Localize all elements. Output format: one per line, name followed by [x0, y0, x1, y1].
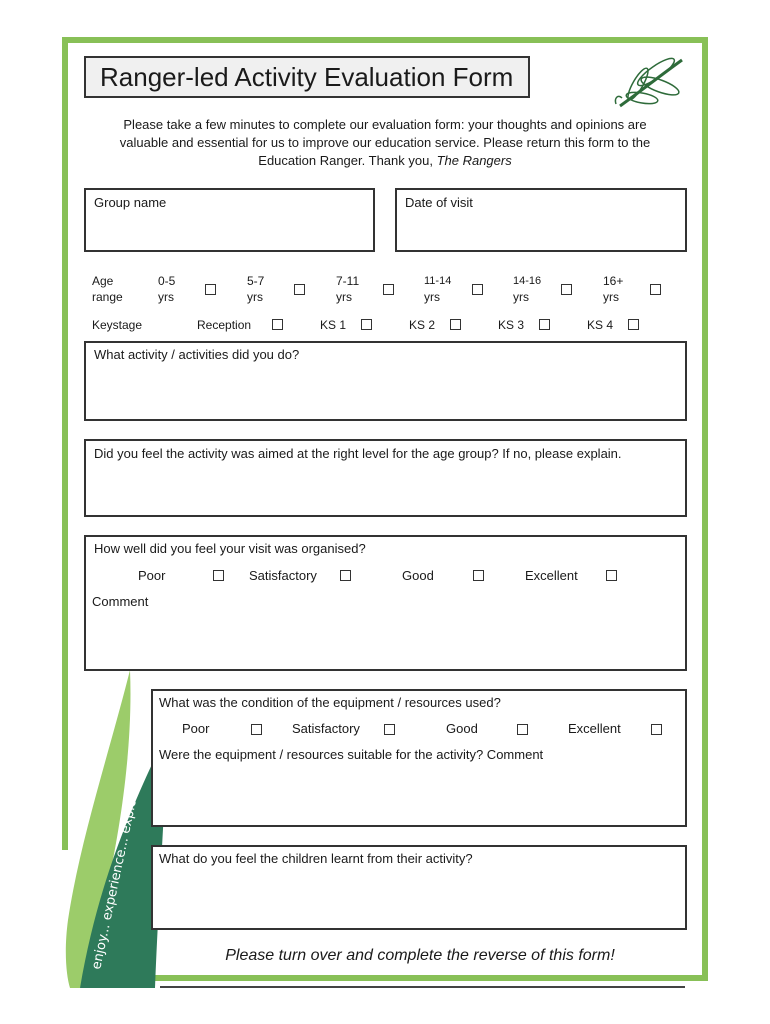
- level-question: Did you feel the activity was aimed at the right level for the age group? If no, please explain.: [94, 446, 622, 461]
- age-option-top: 0-5: [158, 274, 176, 288]
- turn-over-note: Please turn over and complete the reverse of this form!: [225, 947, 615, 964]
- equipment-rating-satisfactory-label: Satisfactory: [292, 721, 360, 736]
- age-5-7-checkbox[interactable]: [294, 284, 305, 295]
- keystage-reception-label: Reception: [197, 318, 252, 332]
- keystage-ks1-label: KS 1: [320, 318, 347, 332]
- rating-excellent-label: Excellent: [525, 568, 578, 583]
- activities-question: What activity / activities did you do?: [94, 347, 300, 362]
- keystage-label: Keystage: [92, 318, 143, 332]
- age-option-top: 14-16: [513, 275, 542, 287]
- age-11-14-checkbox[interactable]: [472, 284, 483, 295]
- age-option-bottom: yrs: [336, 290, 352, 304]
- learnt-field[interactable]: [151, 845, 687, 930]
- intro-line-3: [88, 152, 682, 170]
- organised-question: How well did you feel your visit was organised?: [94, 541, 366, 556]
- equipment-excellent-checkbox[interactable]: [651, 724, 662, 735]
- keystage-ks4-checkbox[interactable]: [628, 319, 639, 330]
- age-14-16-checkbox[interactable]: [561, 284, 572, 295]
- level-field[interactable]: [84, 439, 687, 517]
- equipment-poor-checkbox[interactable]: [251, 724, 262, 735]
- age-range-label: [92, 273, 123, 305]
- keystage-ks3-checkbox[interactable]: [539, 319, 550, 330]
- rating-good-label: Good: [402, 568, 434, 583]
- bottom-rule: [160, 986, 685, 988]
- leaf-slogan: enjoy... experience... explore...: [89, 772, 146, 971]
- organised-good-checkbox[interactable]: [473, 570, 484, 581]
- age-option-bottom: yrs: [603, 290, 619, 304]
- group-name-field[interactable]: [84, 188, 375, 252]
- intro-text: [88, 116, 682, 170]
- equipment-rating-poor-label: Poor: [182, 721, 210, 736]
- equipment-good-checkbox[interactable]: [517, 724, 528, 735]
- keystage-ks1-checkbox[interactable]: [361, 319, 372, 330]
- organised-poor-checkbox[interactable]: [213, 570, 224, 581]
- age-7-11-checkbox[interactable]: [383, 284, 394, 295]
- date-of-visit-label: Date of visit: [405, 195, 473, 210]
- age-option-0-5: [158, 273, 175, 305]
- rating-poor-label: Poor: [138, 568, 166, 583]
- keystage-reception-checkbox[interactable]: [272, 319, 283, 330]
- age-label-line2: range: [92, 290, 123, 304]
- age-option-bottom: yrs: [424, 290, 440, 304]
- age-option-7-11: [336, 273, 359, 305]
- equipment-condition-question: What was the condition of the equipment / resources used?: [159, 695, 501, 710]
- organised-satisfactory-checkbox[interactable]: [340, 570, 351, 581]
- equipment-satisfactory-checkbox[interactable]: [384, 724, 395, 735]
- age-option-bottom: yrs: [247, 290, 263, 304]
- organised-excellent-checkbox[interactable]: [606, 570, 617, 581]
- learnt-question: What do you feel the children learnt from their activity?: [159, 851, 473, 866]
- intro-line-2: valuable and essential for us to improve our education service. Please return this form to the: [119, 135, 651, 150]
- age-option-bottom: yrs: [513, 290, 529, 304]
- age-option-bottom: yrs: [158, 290, 174, 304]
- age-option-11-14: [424, 273, 451, 305]
- age-16-plus-checkbox[interactable]: [650, 284, 661, 295]
- age-label-line1: Age: [92, 274, 114, 288]
- date-of-visit-field[interactable]: [395, 188, 687, 252]
- age-0-5-checkbox[interactable]: [205, 284, 216, 295]
- equipment-suitable-question: Were the equipment / resources suitable for the activity? Comment: [159, 747, 544, 762]
- intro-line-1: Please take a few minutes to complete our evaluation form: your thoughts and opinions are: [123, 117, 647, 132]
- equipment-rating-excellent-label: Excellent: [568, 721, 621, 736]
- equipment-section: [151, 689, 687, 827]
- organised-comment-label: Comment: [92, 594, 149, 609]
- rating-satisfactory-label: Satisfactory: [249, 568, 317, 583]
- keystage-ks4-label: KS 4: [587, 318, 614, 332]
- keystage-ks3-label: KS 3: [498, 318, 525, 332]
- age-option-top: 11-14: [424, 275, 452, 287]
- intro-signoff: The Rangers: [436, 153, 512, 168]
- equipment-rating-good-label: Good: [446, 721, 478, 736]
- group-name-label: Group name: [94, 195, 167, 210]
- age-option-5-7: [247, 273, 264, 305]
- age-option-top: 16+: [603, 274, 624, 288]
- age-option-top: 5-7: [247, 274, 265, 288]
- dragonfly-icon: [612, 54, 692, 116]
- keystage-ks2-checkbox[interactable]: [450, 319, 461, 330]
- activities-field[interactable]: [84, 341, 687, 421]
- age-option-16-plus: [603, 273, 623, 305]
- age-option-14-16: [513, 273, 541, 305]
- keystage-ks2-label: KS 2: [409, 318, 436, 332]
- organised-section: [84, 535, 687, 671]
- age-option-top: 7-11: [336, 274, 360, 288]
- form-title: Ranger-led Activity Evaluation Form: [84, 56, 530, 98]
- intro-thanks: Education Ranger. Thank you,: [258, 153, 433, 168]
